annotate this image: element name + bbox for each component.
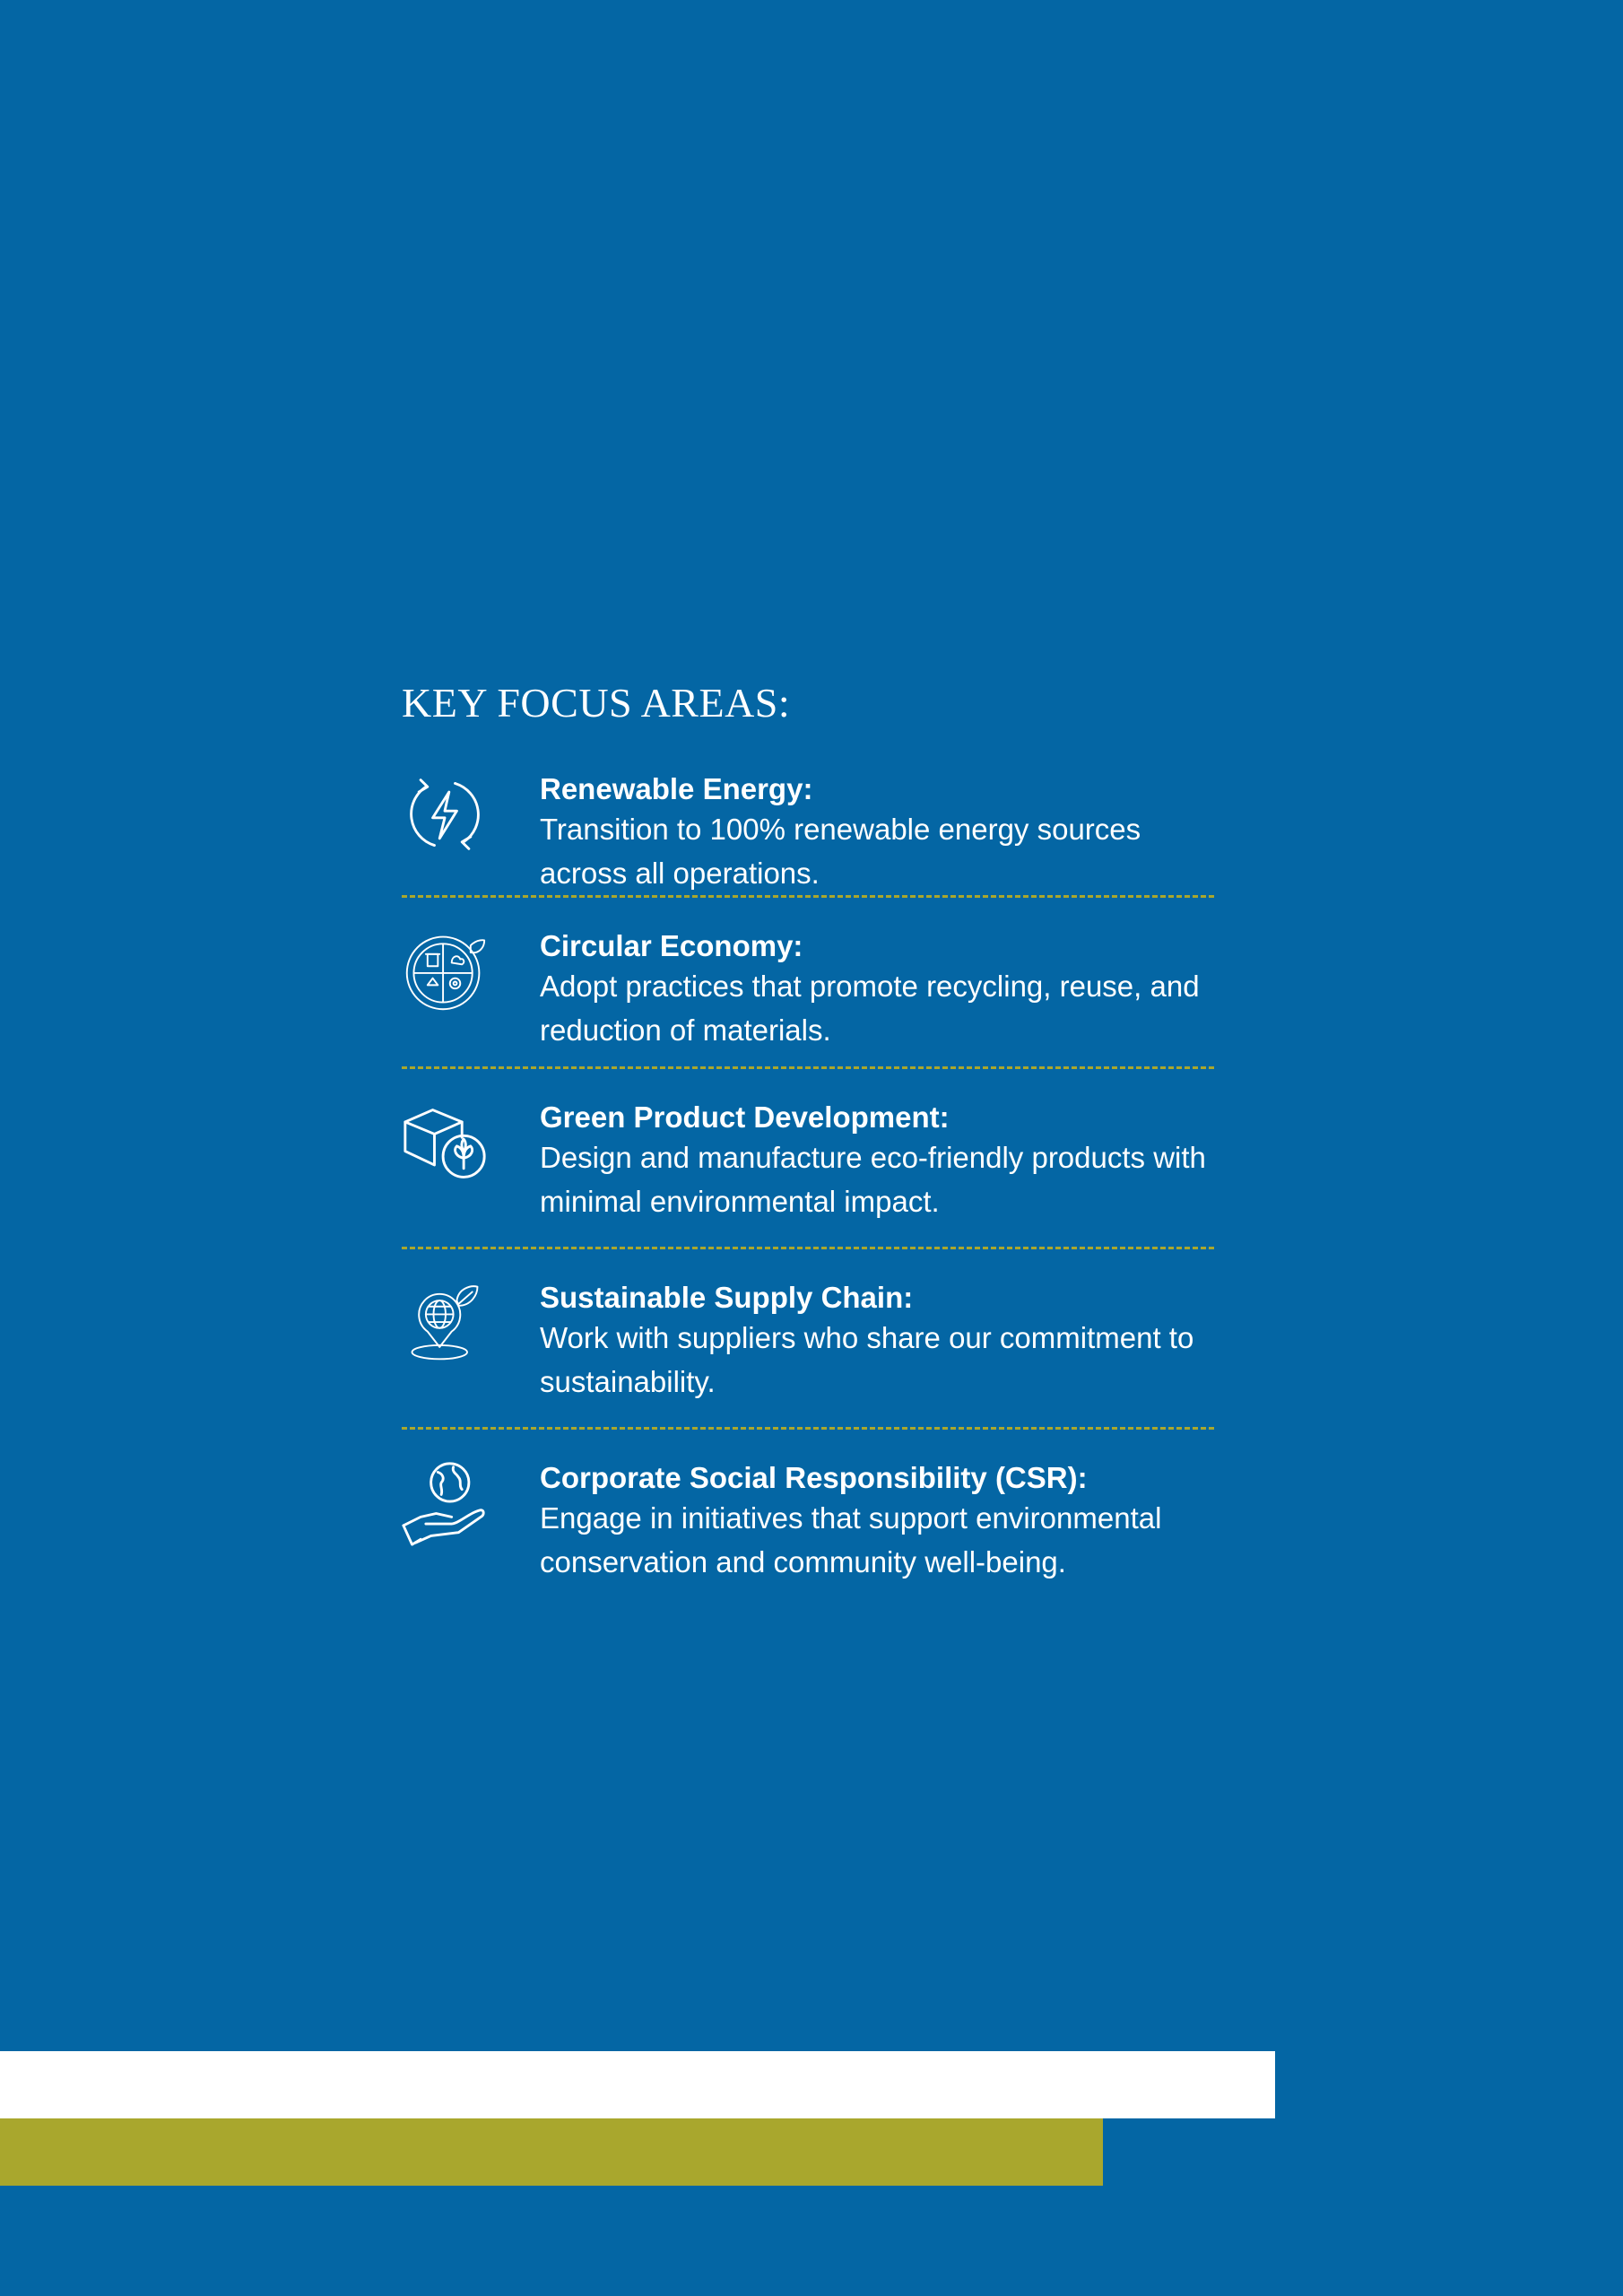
focus-item-description: Engage in initiatives that support environmental conservation and community well-being. [540,1501,1162,1578]
dashed-divider [402,1427,1214,1430]
focus-item-text [540,1460,1227,1584]
focus-item-description: Design and manufacture eco-friendly products with minimal environmental impact. [540,1141,1206,1218]
csr-icon [402,1460,500,1559]
focus-item-csr [402,1460,1227,1584]
focus-areas-list [402,771,1227,1584]
focus-item-description: Transition to 100% renewable energy sources across all operations. [540,813,1141,890]
focus-item-text [540,1100,1227,1223]
focus-item-supply-chain [402,1280,1227,1427]
focus-item-description: Adopt practices that promote recycling, reuse, and reduction of materials. [540,970,1200,1047]
focus-item-circular-economy [402,928,1227,1066]
focus-item-title: Green Product Development: [540,1100,950,1134]
dashed-divider [402,1066,1214,1069]
section-title: KEY FOCUS AREAS: [402,680,791,726]
focus-item-title: Circular Economy: [540,929,803,962]
dashed-divider [402,895,1214,898]
decorative-white-band [0,2051,1275,2118]
decorative-olive-band [0,2118,1103,2186]
focus-item-renewable-energy [402,771,1227,895]
focus-item-text [540,771,1227,895]
renewable-energy-icon [402,771,500,870]
focus-item-title: Corporate Social Responsibility (CSR): [540,1461,1088,1494]
focus-item-title: Sustainable Supply Chain: [540,1281,914,1314]
focus-item-description: Work with suppliers who share our commitment to sustainability. [540,1321,1194,1398]
focus-item-title: Renewable Energy: [540,772,813,805]
circular-economy-icon [402,928,500,1027]
focus-item-green-product [402,1100,1227,1247]
green-product-icon [402,1100,500,1198]
dashed-divider [402,1247,1214,1249]
focus-item-text [540,928,1227,1052]
focus-item-text [540,1280,1227,1404]
supply-chain-icon [402,1280,500,1378]
key-focus-areas-section [402,679,1227,1584]
